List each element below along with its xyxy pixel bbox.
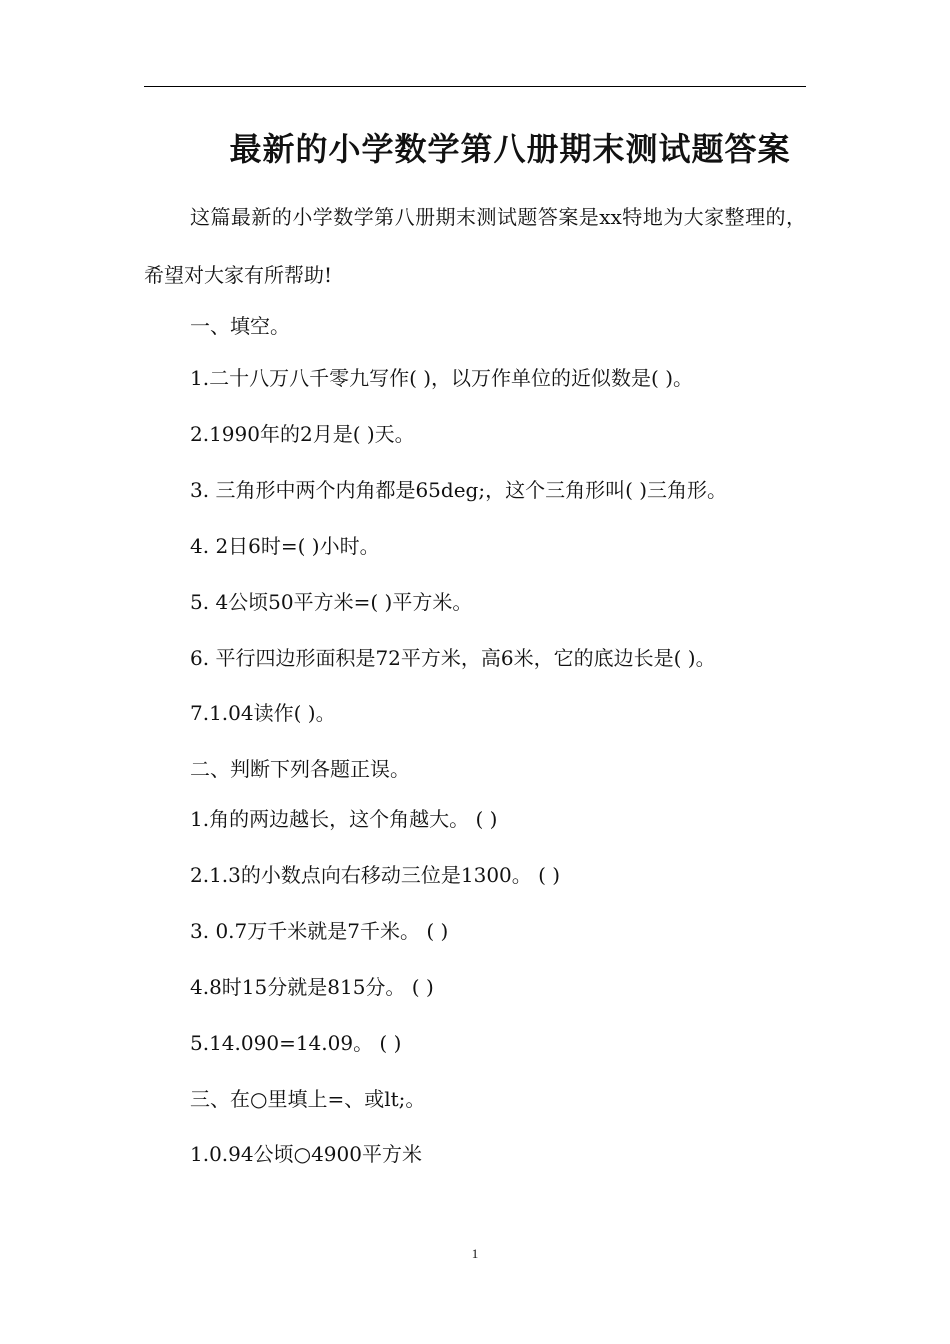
- list-item: 5.14.090=14.09。 ( ): [190, 1031, 402, 1055]
- list-item: 5. 4公顷50平方米=( )平方米。: [190, 590, 473, 614]
- list-item: 1.角的两边越长，这个角越大。 ( ): [190, 807, 498, 831]
- list-item: 3. 三角形中两个内角都是65deg;，这个三角形叫( )三角形。: [190, 478, 728, 502]
- intro-paragraph: 这篇最新的小学数学第八册期末测试题答案是xx特地为大家整理的，希望对大家有所帮助!: [144, 205, 806, 287]
- section-heading-1: 一、填空。: [190, 314, 290, 338]
- list-item: 3. 0.7万千米就是7千米。 ( ): [190, 919, 449, 943]
- document-title: 最新的小学数学第八册期末测试题答案: [229, 130, 791, 168]
- list-item: 6. 平行四边形面积是72平方米，高6米，它的底边长是( )。: [190, 646, 716, 670]
- list-item: 7.1.04读作( )。: [190, 701, 336, 725]
- page-number: 1: [471, 1246, 479, 1261]
- list-item: 4. 2日6时=( )小时。: [190, 534, 380, 558]
- list-item: 4.8时15分就是815分。 ( ): [190, 975, 434, 999]
- section-heading-3: 三、在○里填上=、或lt;。: [190, 1087, 426, 1111]
- list-item: 2.1.3的小数点向右移动三位是1300。 ( ): [190, 863, 561, 887]
- list-item: 1.二十八万八千零九写作( )，以万作单位的近似数是( )。: [190, 366, 694, 390]
- list-item: 2.1990年的2月是( )天。: [190, 422, 415, 446]
- list-item: 1.0.94公顷○4900平方米: [190, 1142, 422, 1166]
- header-rule: [144, 86, 806, 87]
- section-heading-2: 二、判断下列各题正误。: [190, 757, 410, 781]
